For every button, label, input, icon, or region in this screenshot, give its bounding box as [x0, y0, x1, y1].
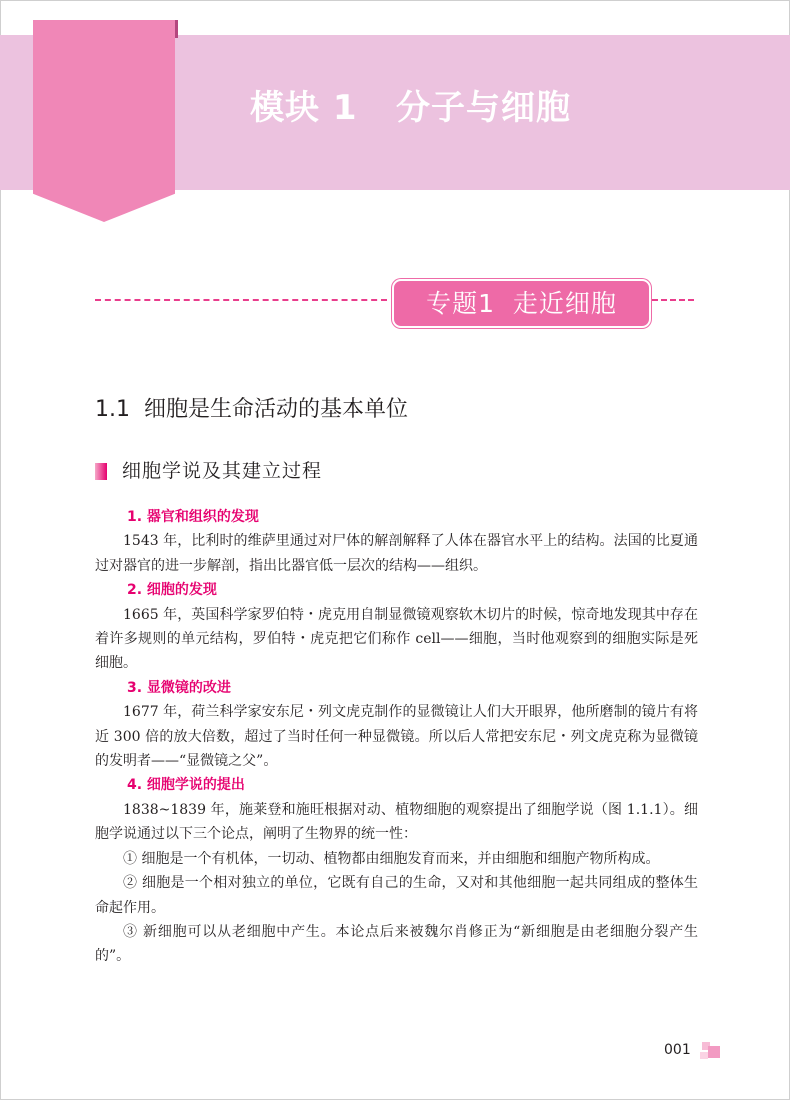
body-content	[95, 505, 698, 969]
topic-divider-right	[652, 299, 694, 301]
decor-square	[700, 1052, 708, 1059]
paragraph: 1543 年，比利时的维萨里通过对尸体的解剖解释了人体在器官水平上的结构。法国的比夏通过对器官的进一步解剖，指出比器官低一层次的结构——组织。	[95, 533, 698, 574]
block-heading: 4. 细胞学说的提出	[127, 777, 245, 794]
paragraph: 1665 年，英国科学家罗伯特・虎克用自制显微镜观察软木切片的时候，惊奇地发现其中存在着许多规则的单元结构，罗伯特・虎克把它们称作 cell——细胞，当时他观察到的细胞实际是死细胞。	[95, 606, 698, 672]
decor-square	[708, 1046, 720, 1058]
section-title: 1.1 细胞是生命活动的基本单位	[95, 397, 408, 422]
paragraph: 1838~1839 年，施莱登和施旺根据对动、植物细胞的观察提出了细胞学说（图 1.1.1）。细胞学说通过以下三个论点，阐明了生物界的统一性：	[95, 801, 698, 843]
paragraph: 1677 年，荷兰科学家安东尼・列文虎克制作的显微镜让人们大开眼界，他所磨制的镜片有将近 300 倍的放大倍数，超过了当时任何一种显微镜。所以后人常把安东尼・列文虎克称为显微镜的发明者——“显微镜之父”。	[95, 704, 698, 770]
subsection-marker	[95, 463, 107, 480]
block-heading: 1. 器官和组织的发现	[127, 509, 259, 525]
topic-label: 专题1 走近细胞	[392, 279, 651, 328]
block-heading: 2. 细胞的发现	[127, 582, 217, 599]
block-heading: 3. 显微镜的改进	[127, 679, 231, 696]
list-item: ③ 新细胞可以从老细胞中产生。本论点后来被魏尔肖修正为“新细胞是由老细胞分裂产生的”。	[95, 923, 698, 965]
page-number: 001	[664, 1042, 691, 1058]
module-title: 模块 1 分子与细胞	[250, 88, 572, 128]
list-item: ① 细胞是一个有机体，一切动、植物都由细胞发育而来，并由细胞和细胞产物所构成。	[123, 850, 660, 867]
topic-divider-left	[95, 299, 387, 301]
subsection-title: 细胞学说及其建立过程	[122, 460, 323, 482]
bookmark-ribbon	[33, 20, 175, 222]
list-item: ② 细胞是一个相对独立的单位，它既有自己的生命，又对和其他细胞一起共同组成的整体生命起作用。	[95, 875, 698, 916]
